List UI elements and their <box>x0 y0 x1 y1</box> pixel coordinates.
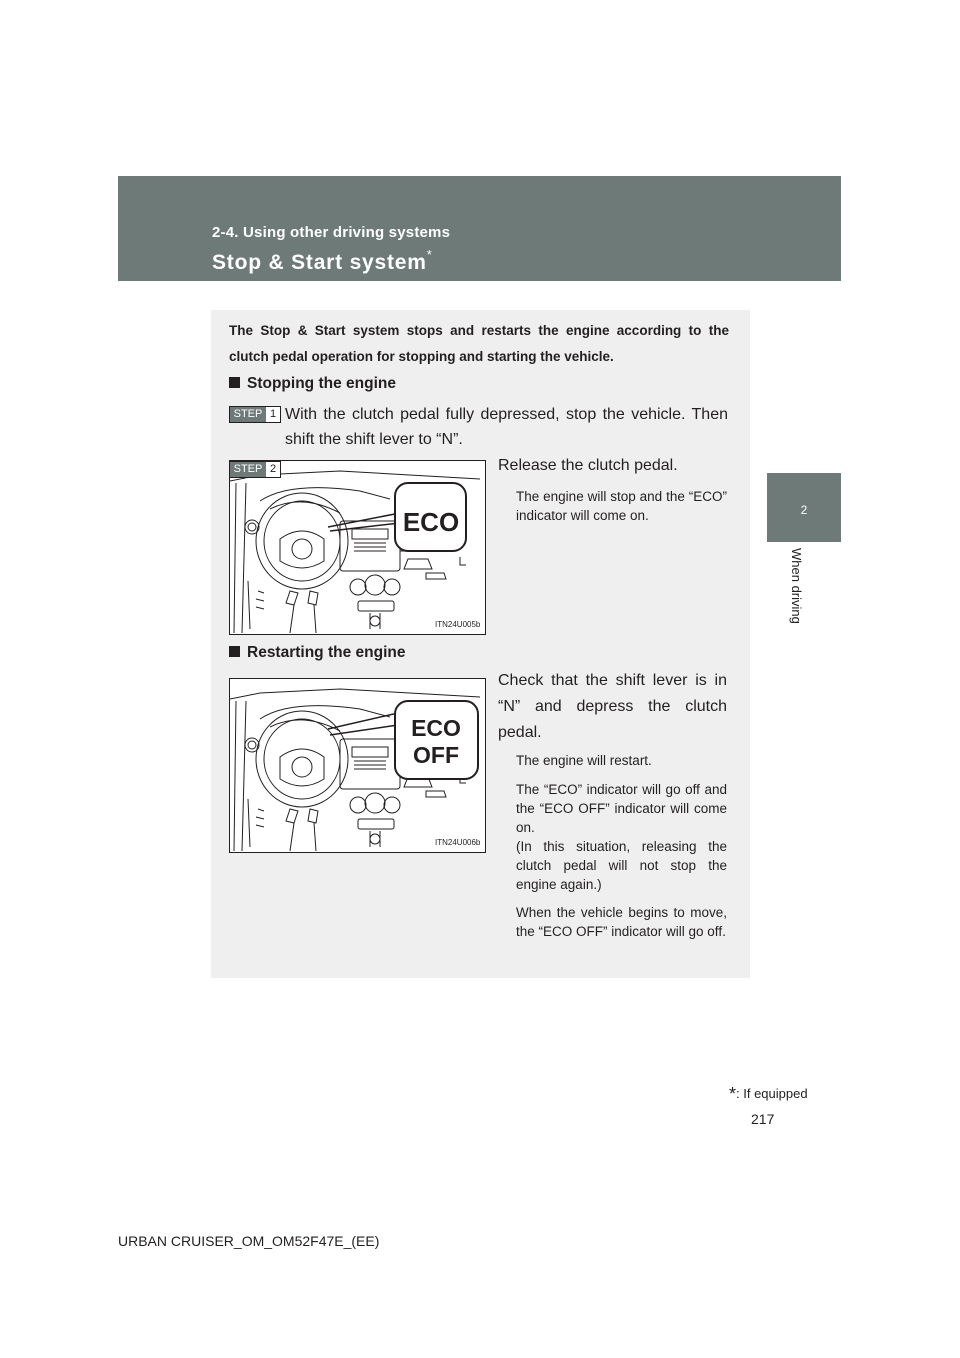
page-title <box>212 249 433 275</box>
stopping-heading-text: Stopping the engine <box>247 375 396 392</box>
intro-text: The Stop & Start system stops and restarts the engine according to the clutch pedal operation for stopping and starting the vehicle. <box>229 323 729 364</box>
eco-off-indicator-line-1: ECO <box>411 715 461 741</box>
step-2-text: Release the clutch pedal. <box>498 457 678 474</box>
step-1-text: With the clutch pedal fully depressed, stop the vehicle. Then shift the shift lever to “N”. <box>285 406 728 448</box>
page-number: 217 <box>751 1111 775 1127</box>
bullet-square-icon <box>229 646 240 657</box>
step-1-badge <box>229 406 281 423</box>
footnote <box>729 1082 808 1103</box>
stopping-heading <box>229 375 396 393</box>
figure-code-1: ITN24U005b <box>435 620 481 629</box>
step-2-badge <box>229 461 281 478</box>
footnote-text: : If equipped <box>736 1086 808 1101</box>
title-asterisk: * <box>426 247 433 262</box>
eco-indicator-illustration <box>229 460 486 635</box>
restarting-note-4: When the vehicle begins to move, the “ECO OFF” indicator will go off. <box>516 905 727 939</box>
figure-code-2: ITN24U006b <box>435 838 481 847</box>
step-1-number: 1 <box>269 408 277 420</box>
eco-off-indicator-line-2: OFF <box>413 742 459 768</box>
restarting-heading-text: Restarting the engine <box>247 644 406 661</box>
footnote-asterisk: * <box>729 1084 737 1104</box>
restarting-text: Check that the shift lever is in “N” and depress the clutch pedal. <box>498 672 727 741</box>
restarting-note-1: The engine will restart. <box>516 753 652 768</box>
eco-indicator-label: ECO <box>402 507 460 537</box>
restarting-note-2: The “ECO” indicator will go off and the “ECO OFF” indicator will come on. <box>516 782 727 835</box>
document-id: URBAN CRUISER_OM_OM52F47E_(EE) <box>118 1233 380 1249</box>
step-2-number: 2 <box>269 463 277 475</box>
chapter-label: When driving <box>789 548 804 624</box>
restarting-heading <box>229 644 405 662</box>
chapter-tab-label-area <box>767 542 841 650</box>
chapter-number: 2 <box>800 503 808 517</box>
step-1-label: STEP <box>230 407 266 422</box>
section-label: 2-4. Using other driving systems <box>212 224 451 241</box>
restarting-note-3: (In this situation, releasing the clutch pedal will not stop the engine again.) <box>516 839 727 892</box>
bullet-square-icon <box>229 377 240 388</box>
chapter-tab <box>767 473 841 542</box>
step-2-note: The engine will stop and the “ECO” indicator will come on. <box>516 489 727 523</box>
eco-off-indicator-illustration <box>229 678 486 853</box>
step-2-label: STEP <box>230 462 266 477</box>
page-title-text: Stop & Start system <box>212 251 427 274</box>
